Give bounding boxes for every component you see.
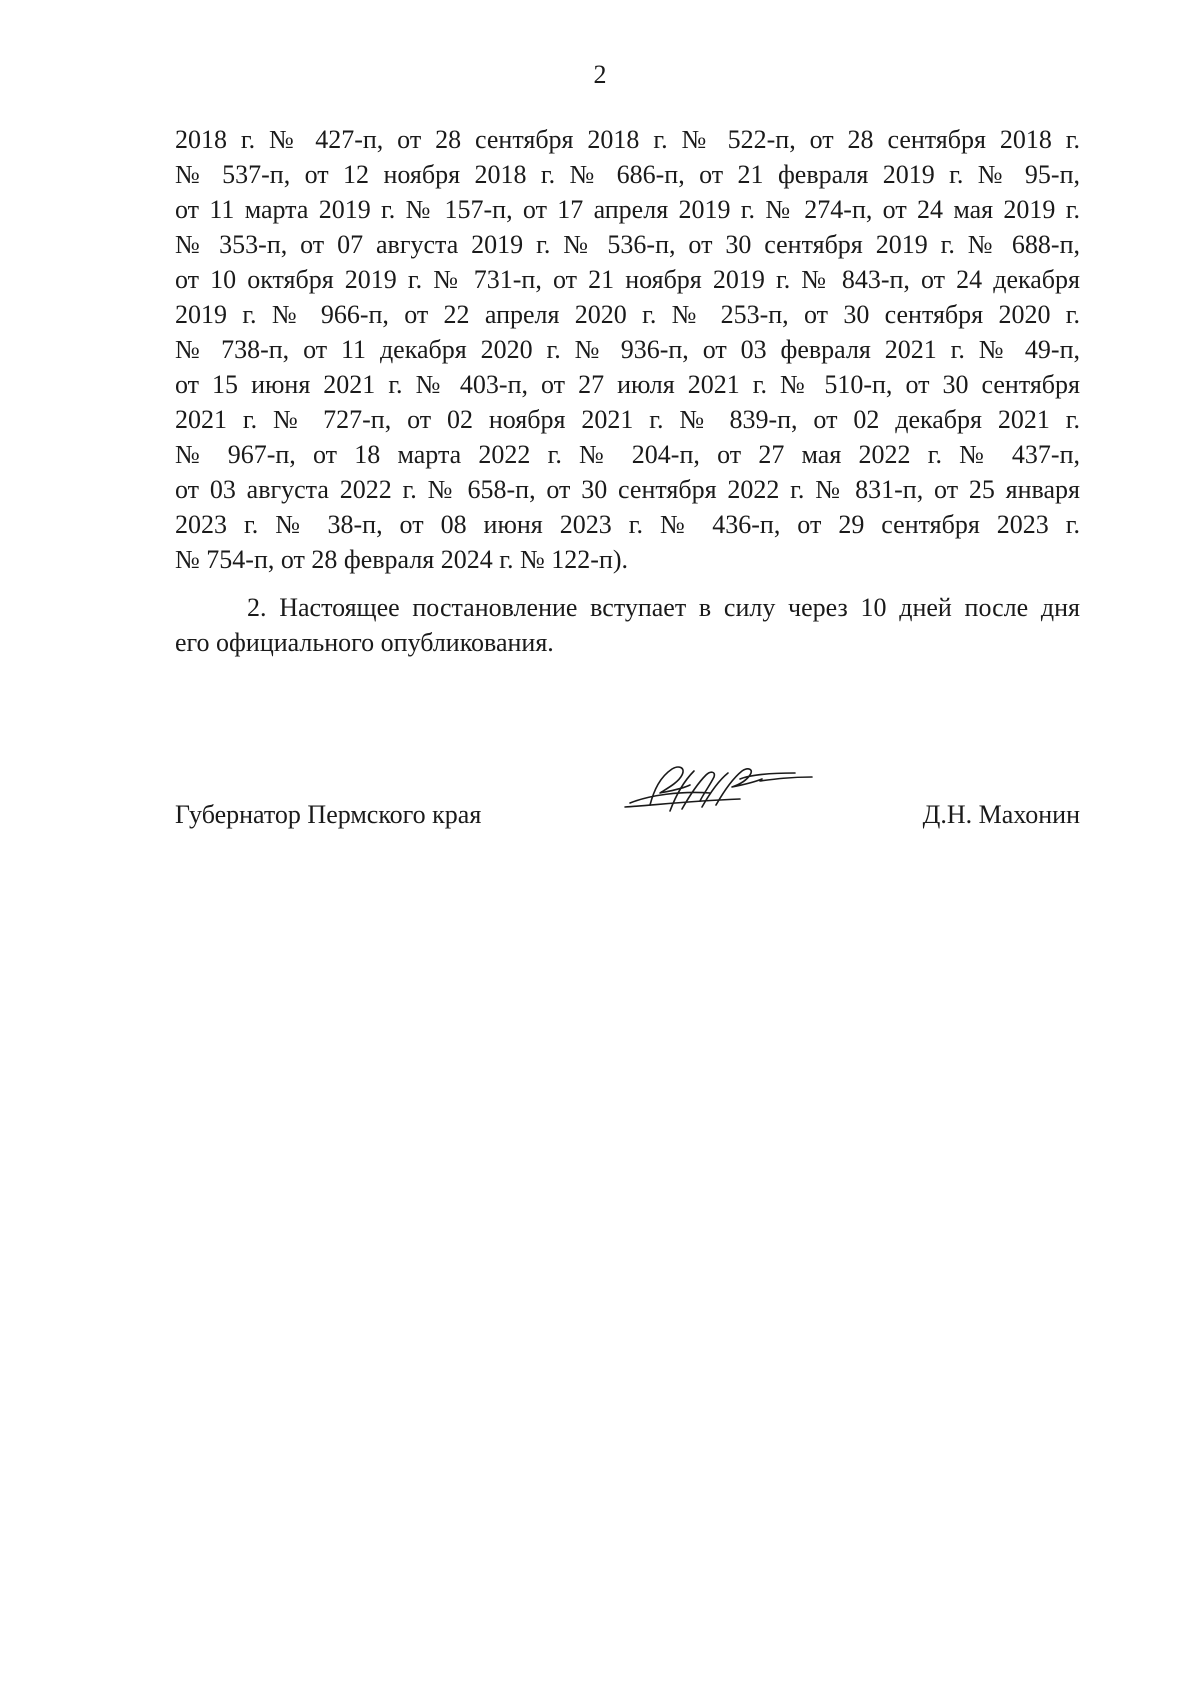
text-line: 2021 г. № 727-п, от 02 ноября 2021 г. № 839-п, от 02 декабря 2021 г. — [175, 405, 1080, 434]
signature-block — [175, 797, 1080, 837]
signatory-title: Губернатор Пермского края — [175, 800, 482, 829]
text-line: от 11 марта 2019 г. № 157-п, от 17 апреля 2019 г. № 274-п, от 24 мая 2019 г. — [175, 195, 1080, 224]
body-paragraph-2 — [175, 590, 1080, 660]
text-line: № 353-п, от 07 августа 2019 г. № 536-п, от 30 сентября 2019 г. № 688-п, — [175, 230, 1080, 259]
body-paragraph-1 — [175, 122, 1080, 577]
text-line: № 754-п, от 28 февраля 2024 г. № 122-п). — [175, 545, 629, 574]
text-line: 2023 г. № 38-п, от 08 июня 2023 г. № 436-п, от 29 сентября 2023 г. — [175, 510, 1080, 539]
text-line: № 967-п, от 18 марта 2022 г. № 204-п, от 27 мая 2022 г. № 437-п, — [175, 440, 1080, 469]
text-line: № 738-п, от 11 декабря 2020 г. № 936-п, от 03 февраля 2021 г. № 49-п, — [175, 335, 1080, 364]
text-line: 2019 г. № 966-п, от 22 апреля 2020 г. № 253-п, от 30 сентября 2020 г. — [175, 300, 1080, 329]
page-number: 2 — [593, 60, 607, 89]
text-line: от 15 июня 2021 г. № 403-п, от 27 июля 2021 г. № 510-п, от 30 сентября — [175, 370, 1080, 399]
text-line: от 10 октября 2019 г. № 731-п, от 21 ноября 2019 г. № 843-п, от 24 декабря — [175, 265, 1080, 294]
text-line: 2018 г. № 427-п, от 28 сентября 2018 г. № 522-п, от 28 сентября 2018 г. — [175, 125, 1080, 154]
text-line: 2. Настоящее постановление вступает в силу через 10 дней после дня — [247, 593, 1080, 622]
text-line: № 537-п, от 12 ноября 2018 г. № 686-п, от 21 февраля 2019 г. № 95-п, — [175, 160, 1080, 189]
text-line: от 03 августа 2022 г. № 658-п, от 30 сентября 2022 г. № 831-п, от 25 января — [175, 475, 1080, 504]
text-line: его официального опубликования. — [175, 628, 554, 657]
signatory-name: Д.Н. Махонин — [922, 800, 1080, 829]
